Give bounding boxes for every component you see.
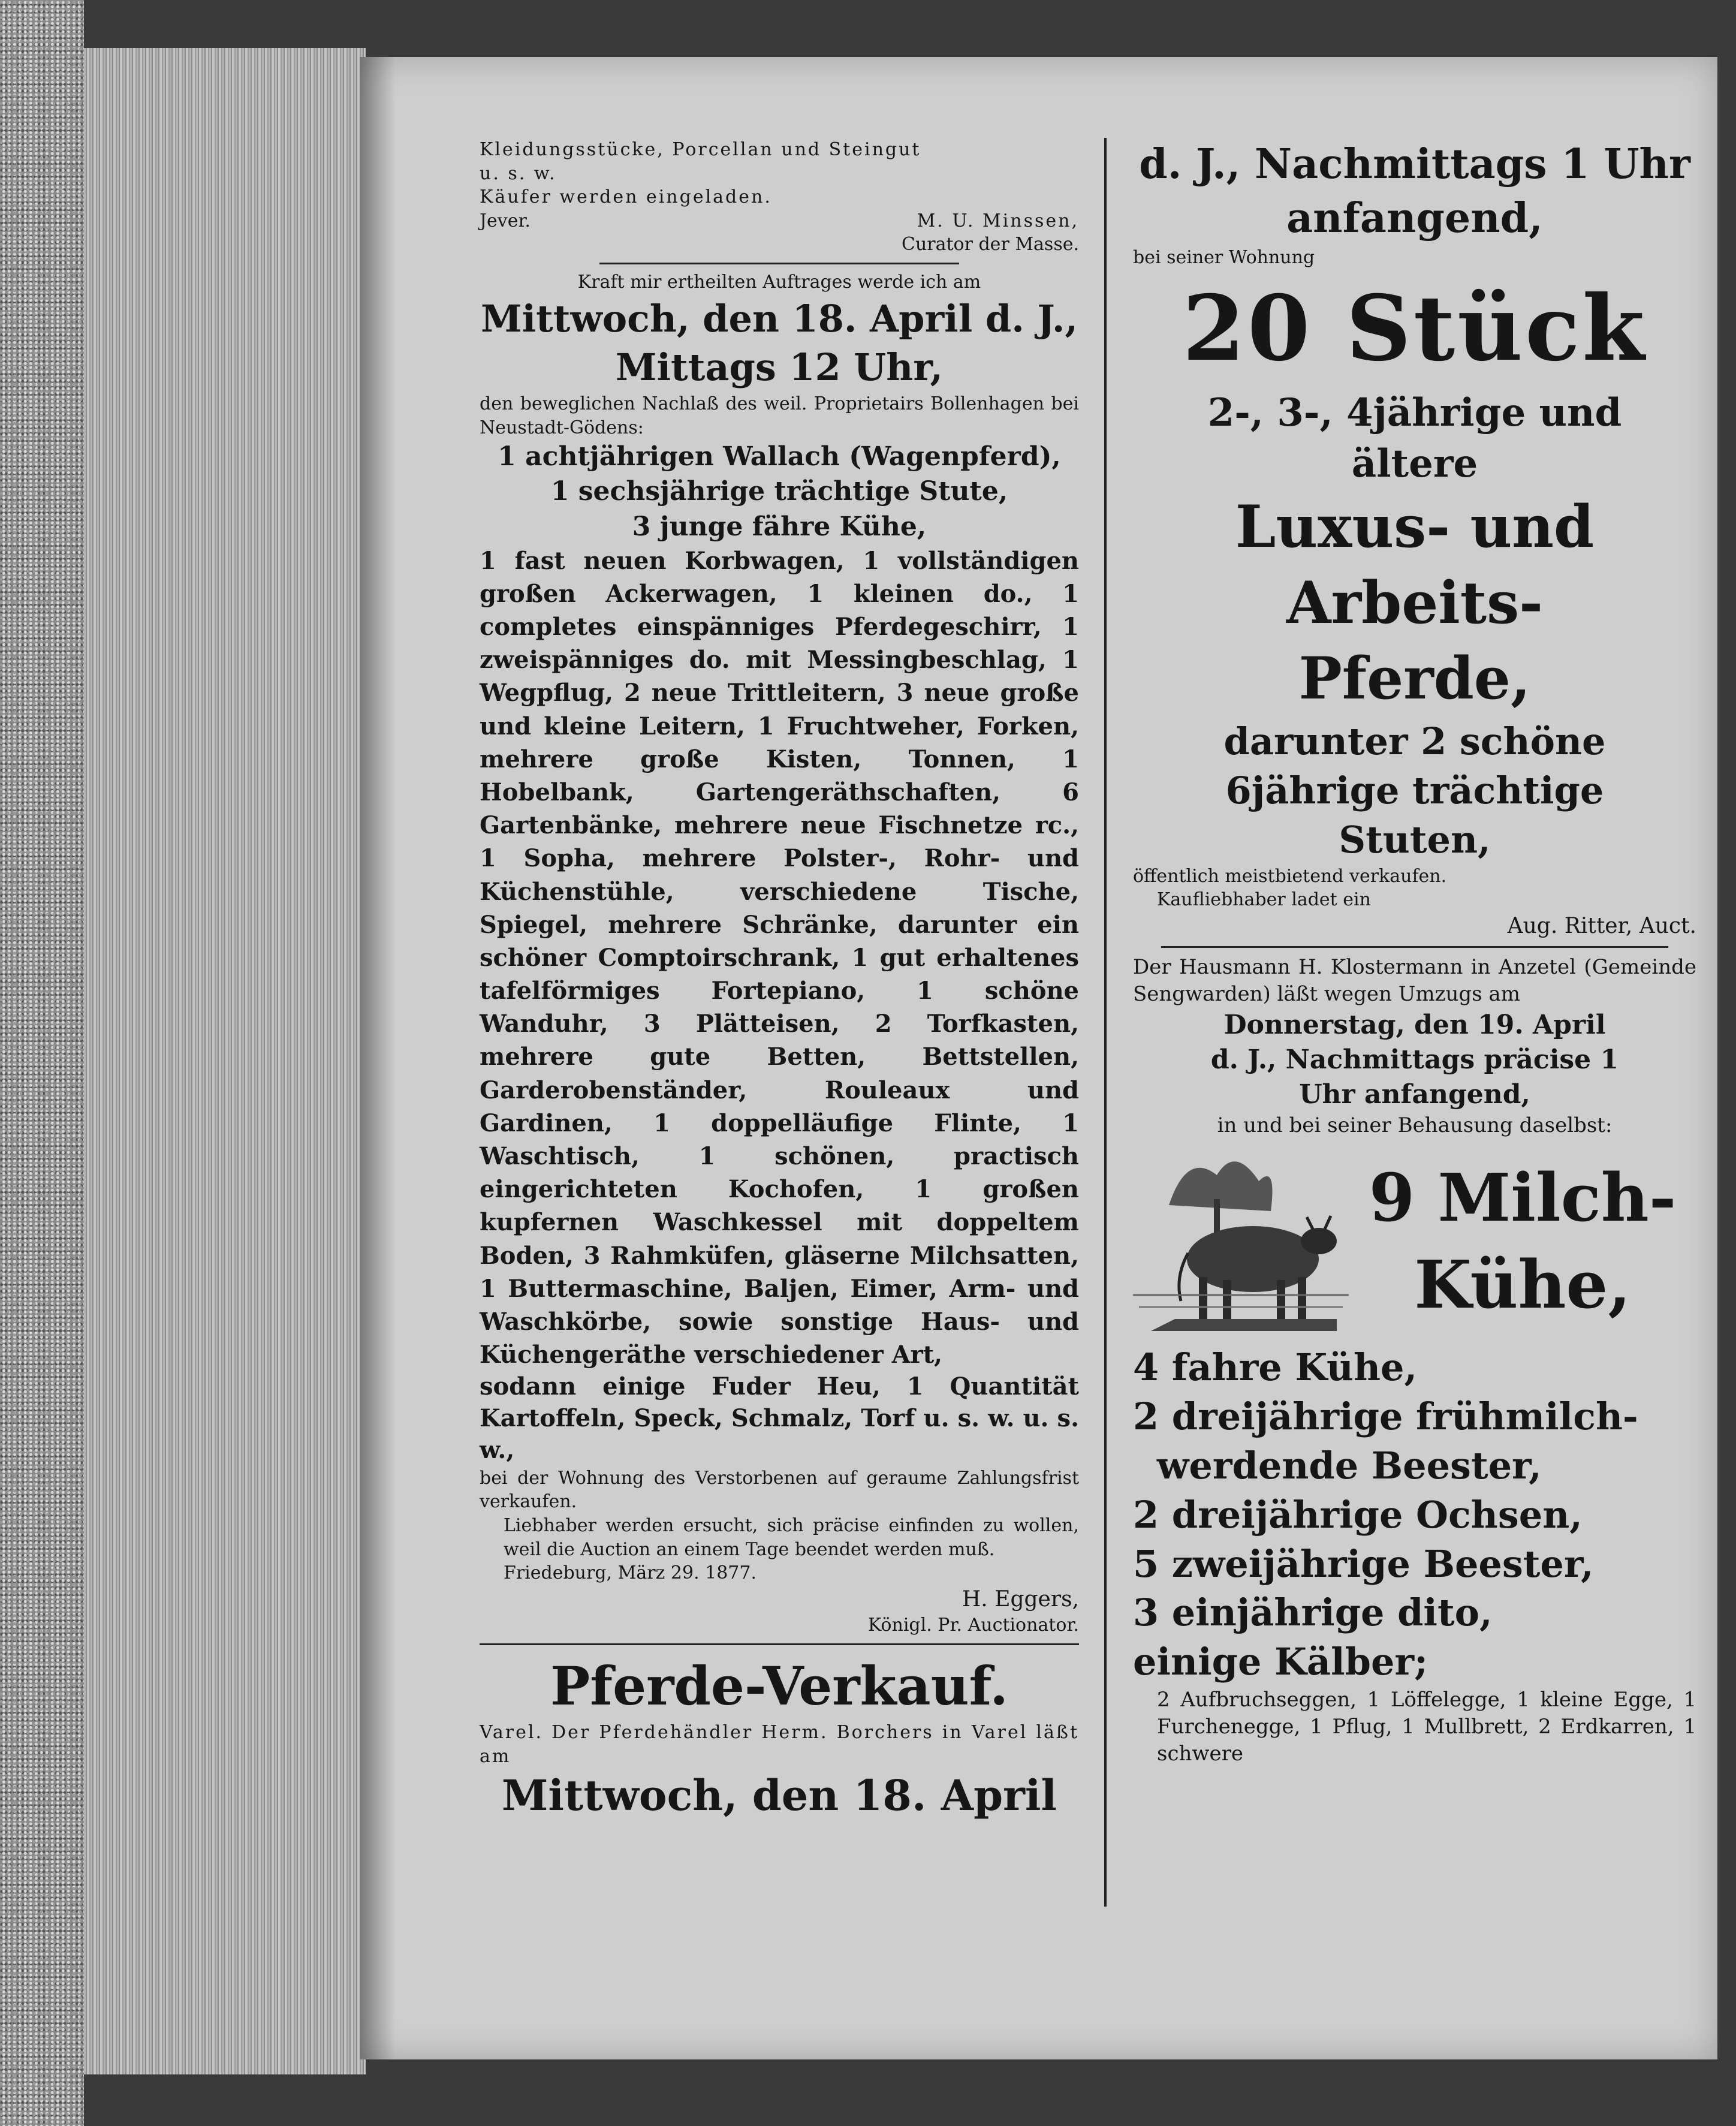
ad2-horses: Pferde,	[1298, 645, 1531, 713]
cow-woodcut-image	[1133, 1139, 1349, 1343]
ad1-intro: Kraft mir ertheilten Auftrages werde ich am	[577, 271, 981, 293]
ad2-ages: 2-, 3-, 4jährige und	[1207, 390, 1622, 436]
ad1-signer: H. Eggers,	[962, 1586, 1079, 1612]
ad2-mares-1: 6jährige trächtige	[1225, 769, 1604, 813]
divider	[1161, 946, 1668, 948]
ad2-mares-2: Stuten,	[1339, 817, 1491, 862]
ad2-sale: öffentlich meistbietend verkaufen.	[1133, 865, 1447, 887]
book-edge-speckle	[0, 0, 84, 2126]
ad3-item-5: 3 einjährige dito,	[1133, 1591, 1493, 1635]
ad3-item-4: 5 zweijährige Beester,	[1133, 1541, 1594, 1586]
ad2-date: Mittwoch, den 18. April	[501, 1770, 1057, 1821]
ad1-list: 1 fast neuen Korbwagen, 1 vollständigen großen Ackerwagen, 1 kleinen do., 1 completes einspänniges Pferdegeschirr, 1 zweispänniges do. mit Messingbeschlag, 1 Wegpflug, 2 neue Trittleitern, 3 neue große und kleine Leitern, 1 Fruchtweher, Forken, mehrere große Kisten, Tonnen, 1 Hobelbank, Gartengeräthschaften, 6 Gartenbänke, mehrere neue Fischnetze rc., 1 Sopha, mehrere Polster-, Rohr- und Küchenstühle, verschiedene Tische, Spiegel, mehrere Schränke, darunter ein schöner Comptoirschrank, 1 gut erhaltenes tafelförmiges Fortepiano, 1 schöne Wanduhr, 3 Plätteisen, 2 Torfkasten, mehrere gute Betten, Bettstellen, Garderobenständer, Rouleaux und Gardinen, 1 doppelläufige Flinte, 1 Waschtisch, 1 schönen, practisch eingerichteten Kochofen, 1 großen kupfernen Waschkessel mit doppeltem Boden, 3 Rahmküfen, gläserne Milchsatten, 1 Buttermaschine, Baljen, Eimer, Arm- und Waschkörbe, sowie sonstige Haus- und Küchengeräthe verschiedener Art,	[480, 546, 1079, 1369]
ad3-place: in und bei seiner Behausung daselbst:	[1217, 1113, 1613, 1138]
ad3-cows-2: Kühe,	[1414, 1246, 1631, 1324]
ad3-time-1: d. J., Nachmittags präcise 1	[1210, 1044, 1619, 1076]
gutter-shadow	[360, 57, 396, 2059]
ad1-terms: bei der Wohnung des Verstorbenen auf geraume Zahlungsfrist verkaufen.	[480, 1467, 1079, 1513]
divider	[599, 263, 959, 264]
ad3-time-2: Uhr anfangend,	[1299, 1079, 1530, 1110]
ad1-signer-title: Königl. Pr. Auctionator.	[867, 1615, 1079, 1636]
ad2-kind: Luxus- und Arbeits-	[1235, 493, 1595, 637]
top-line-2: u. s. w.	[480, 162, 557, 184]
ad2-among: darunter 2 schöne	[1223, 719, 1606, 764]
ad3-item-2: 2 dreijährige frühmilch-	[1133, 1395, 1638, 1439]
top-place: Jever.	[480, 210, 531, 231]
ad3-item-1: 4 fahre Kühe,	[1133, 1345, 1418, 1390]
top-title: Curator der Masse.	[901, 234, 1079, 255]
ad1-date: Mittwoch, den 18. April d. J.,	[480, 296, 1078, 341]
ad1-item-3: 3 junge fähre Kühe,	[632, 511, 927, 542]
ad1-dateline: Friedeburg, März 29. 1877.	[504, 1562, 757, 1584]
right-column	[1133, 138, 1696, 1767]
top-line-1: Kleidungsstücke, Porcellan und Steingut	[480, 139, 921, 160]
cow-block	[1133, 1139, 1696, 1343]
ad1-desc: den beweglichen Nachlaß des weil. Proprietairs Bollenhagen bei Neustadt-Gödens:	[480, 393, 1079, 438]
ad3-intro: Der Hausmann H. Klostermann in Anzetel (Gemeinde Sengwarden) läßt wegen Umzugs am	[1133, 955, 1696, 1007]
ad3-cows-1: 9 Milch-	[1369, 1159, 1677, 1237]
left-column	[480, 138, 1079, 1824]
page-edges	[84, 48, 366, 2074]
ad3-tools: 2 Aufbruchseggen, 1 Löffelegge, 1 kleine Egge, 1 Furchenegge, 1 Pflug, 1 Mullbrett, 2 Erdkarren, 1 schwere	[1157, 1688, 1696, 1766]
ad3-item-3: 2 dreijährige Ochsen,	[1133, 1492, 1583, 1537]
ad2-heading: Pferde-Verkauf.	[550, 1654, 1008, 1717]
ad2-cont-line-3: bei seiner Wohnung	[1133, 246, 1315, 268]
divider	[480, 1643, 1079, 1645]
ad2-cont-line-1: d. J., Nachmittags 1 Uhr	[1139, 140, 1690, 188]
ad3-date: Donnerstag, den 19. April	[1223, 1010, 1606, 1041]
ad2-text: Varel. Der Pferdehändler Herm. Borchers in Varel läßt am	[480, 1721, 1079, 1767]
ad1-item-1: 1 achtjährigen Wallach (Wagenpferd),	[498, 441, 1061, 472]
ad1-item-2: 1 sechsjährige trächtige Stute,	[550, 476, 1008, 507]
top-line-3: Käufer werden eingeladen.	[480, 186, 772, 208]
ad2-older: ältere	[1351, 441, 1478, 486]
ad3-item-2b: werdende Beester,	[1157, 1443, 1542, 1487]
ad2-signer: Aug. Ritter, Auct.	[1507, 913, 1696, 938]
ad2-cont-line-2: anfangend,	[1286, 194, 1543, 242]
top-name: M. U. Minssen,	[917, 210, 1079, 231]
ad2-count: 20 Stück	[1182, 276, 1647, 382]
column-divider	[1104, 138, 1107, 1907]
ad1-then: sodann einige Fuder Heu, 1 Quantität Kartoffeln, Speck, Schmalz, Torf u. s. w. u. s. w.,	[480, 1372, 1079, 1464]
ad3-item-6: einige Kälber;	[1133, 1640, 1428, 1684]
ad2-invite: Kaufliebhaber ladet ein	[1157, 889, 1371, 911]
ad1-note: Liebhaber werden ersucht, sich präcise einfinden zu wollen, weil die Auction an einem Tage beendet werden muß.	[504, 1514, 1079, 1560]
ad1-time: Mittags 12 Uhr,	[615, 345, 944, 390]
